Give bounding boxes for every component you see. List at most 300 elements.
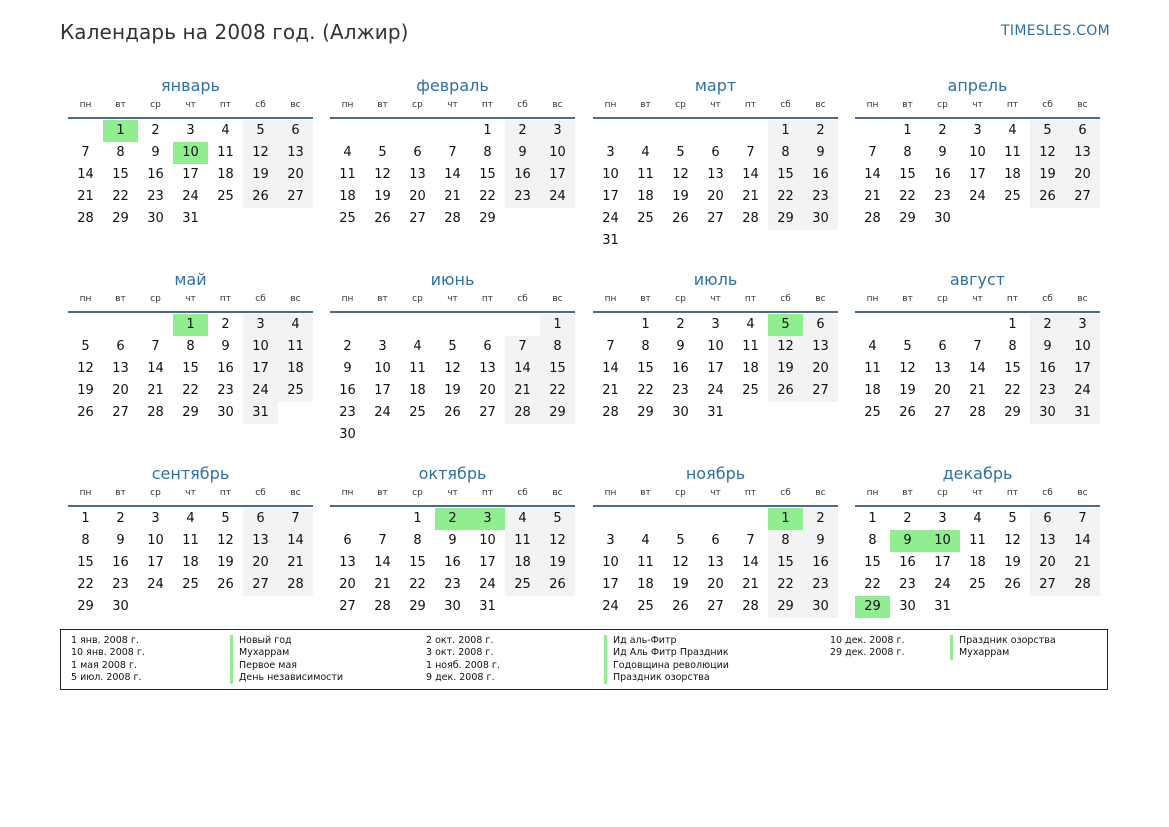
day-cell: 29 <box>1004 405 1021 420</box>
day-cell: 10 <box>374 361 391 376</box>
day-cell: 26 <box>374 211 391 226</box>
day-cell: 17 <box>147 555 164 570</box>
day-cell: 25 <box>217 189 234 204</box>
day-cell: 22 <box>768 186 803 208</box>
weekday-label: чт <box>447 100 458 110</box>
day-cell: 8 <box>768 142 803 164</box>
day-cell: 25 <box>969 577 986 592</box>
weekday-label: ср <box>937 294 948 304</box>
day-cell: 28 <box>77 211 94 226</box>
day-cell: 20 <box>1065 164 1100 186</box>
day-cell: 22 <box>409 577 426 592</box>
empty-cell <box>663 120 698 142</box>
month-2 <box>330 74 575 230</box>
day-cell: 16 <box>899 555 916 570</box>
day-cell: 16 <box>505 164 540 186</box>
weekday-label: чт <box>972 100 983 110</box>
day-cell: 15 <box>409 555 426 570</box>
day-cell: 3 <box>938 511 947 526</box>
day-cell: 29 <box>768 208 803 230</box>
day-cell: 5 <box>1030 120 1065 142</box>
day-cell: 22 <box>77 577 94 592</box>
day-cell: 1 <box>483 123 492 138</box>
day-cell: 3 <box>1065 314 1100 336</box>
day-cell: 11 <box>409 361 426 376</box>
day-cell: 23 <box>505 186 540 208</box>
month-name: апрель <box>947 76 1008 95</box>
day-cell: 8 <box>81 533 90 548</box>
empty-cell <box>400 120 435 142</box>
day-cell: 13 <box>1030 530 1065 552</box>
weekday-label: ср <box>675 294 686 304</box>
day-cell: 2 <box>676 317 685 332</box>
day-cell: 6 <box>803 314 838 336</box>
day-cell: 16 <box>1030 358 1065 380</box>
day-cell: 2 <box>1030 314 1065 336</box>
day-cell: 18 <box>969 555 986 570</box>
day-cell: 26 <box>899 405 916 420</box>
day-cell: 1 <box>641 317 650 332</box>
day-cell: 5 <box>676 145 685 160</box>
day-cell: 19 <box>444 383 461 398</box>
legend-date: 3 окт. 2008 г. <box>426 647 494 659</box>
day-cell: 19 <box>77 383 94 398</box>
day-cell: 29 <box>637 405 654 420</box>
day-cell: 19 <box>1004 555 1021 570</box>
day-cell: 29 <box>768 596 803 618</box>
month-name: август <box>949 270 1006 289</box>
day-cell: 13 <box>339 555 356 570</box>
weekday-label: вс <box>815 294 826 304</box>
month-name: декабрь <box>942 464 1013 483</box>
day-cell: 19 <box>217 555 234 570</box>
weekday-header <box>330 98 575 119</box>
day-cell: 12 <box>672 167 689 182</box>
weekday-label: чт <box>710 100 721 110</box>
day-cell: 4 <box>641 145 650 160</box>
day-cell: 6 <box>1030 508 1065 530</box>
day-cell: 6 <box>711 145 720 160</box>
weekday-label: пн <box>604 294 617 304</box>
day-cell: 2 <box>221 317 230 332</box>
empty-cell <box>435 314 470 336</box>
month-name: май <box>174 270 207 289</box>
day-cell: 13 <box>707 555 724 570</box>
empty-cell <box>628 120 663 142</box>
weekday-label: сб <box>780 294 791 304</box>
day-cell: 10 <box>243 336 278 358</box>
legend-holiday-name: Годовщина революции <box>604 660 729 672</box>
day-cell: 10 <box>707 339 724 354</box>
weekday-label: пн <box>866 294 879 304</box>
weekday-label: чт <box>972 488 983 498</box>
day-cell: 12 <box>77 361 94 376</box>
day-cell: 7 <box>1065 508 1100 530</box>
day-cell: 23 <box>444 577 461 592</box>
month-5 <box>68 268 313 424</box>
day-cell: 21 <box>969 383 986 398</box>
empty-cell <box>925 314 960 336</box>
weekday-header <box>330 292 575 313</box>
weekday-label: пн <box>79 488 92 498</box>
day-cell: 14 <box>147 361 164 376</box>
month-11 <box>593 462 838 618</box>
empty-cell <box>733 120 768 142</box>
day-cell: 9 <box>116 533 125 548</box>
day-cell: 18 <box>637 189 654 204</box>
day-cell: 27 <box>1030 574 1065 596</box>
day-cell: 12 <box>540 530 575 552</box>
day-cell: 21 <box>742 189 759 204</box>
legend-dates <box>71 635 145 684</box>
weekday-label: вт <box>640 488 651 498</box>
weekday-label: чт <box>185 488 196 498</box>
day-cell: 3 <box>606 533 615 548</box>
day-cell: 8 <box>868 533 877 548</box>
day-cell: 21 <box>278 552 313 574</box>
legend-date: 10 дек. 2008 г. <box>830 635 905 646</box>
day-cell: 31 <box>707 405 724 420</box>
legend-holiday-name: День независимости <box>230 672 343 684</box>
legend-holiday-name: Праздник озорства <box>950 635 1056 647</box>
day-cell: 6 <box>116 339 125 354</box>
day-cell: 16 <box>444 555 461 570</box>
day-cell: 25 <box>637 211 654 226</box>
day-cell: 3 <box>973 123 982 138</box>
day-cell: 6 <box>1065 120 1100 142</box>
day-cell: 17 <box>602 189 619 204</box>
day-cell: 28 <box>864 211 881 226</box>
day-cell: 27 <box>243 574 278 596</box>
day-cell: 27 <box>803 380 838 402</box>
empty-cell <box>698 120 733 142</box>
day-cell: 24 <box>1065 380 1100 402</box>
day-cell: 11 <box>278 336 313 358</box>
legend-dates <box>426 635 500 684</box>
weekday-label: пт <box>219 488 232 498</box>
day-cell: 22 <box>540 380 575 402</box>
empty-cell <box>365 508 400 530</box>
day-cell: 7 <box>448 145 457 160</box>
day-cell: 12 <box>768 336 803 358</box>
weekday-label: вт <box>377 488 388 498</box>
weekday-label: пн <box>866 488 879 498</box>
day-cell: 10 <box>602 167 619 182</box>
weekday-header <box>68 486 313 507</box>
day-cell: 18 <box>505 552 540 574</box>
day-cell: 20 <box>243 552 278 574</box>
weekday-label: сб <box>255 294 266 304</box>
day-cell: 4 <box>413 339 422 354</box>
legend-date: 10 янв. 2008 г. <box>71 647 145 659</box>
weekday-label: вс <box>290 100 301 110</box>
weekday-header <box>855 486 1100 507</box>
month-name: октябрь <box>418 464 487 483</box>
weekday-label: вс <box>552 100 563 110</box>
day-cell: 12 <box>444 361 461 376</box>
day-cell: 18 <box>864 383 881 398</box>
weekday-header <box>593 486 838 507</box>
day-grid <box>593 508 838 618</box>
day-cell: 14 <box>77 167 94 182</box>
day-cell: 15 <box>864 555 881 570</box>
holiday-day: 5 <box>768 314 803 336</box>
holiday-day: 3 <box>470 508 505 530</box>
day-cell: 19 <box>768 358 803 380</box>
day-cell: 18 <box>182 555 199 570</box>
day-cell: 19 <box>1030 164 1065 186</box>
day-cell: 6 <box>413 145 422 160</box>
empty-cell <box>733 508 768 530</box>
day-cell: 19 <box>899 383 916 398</box>
day-cell: 31 <box>1065 402 1100 424</box>
day-cell: 25 <box>339 211 356 226</box>
day-cell: 7 <box>151 339 160 354</box>
day-cell: 27 <box>339 599 356 614</box>
day-cell: 20 <box>112 383 129 398</box>
weekday-label: ср <box>412 100 423 110</box>
empty-cell <box>505 314 540 336</box>
weekday-header <box>593 98 838 119</box>
day-cell: 15 <box>637 361 654 376</box>
weekday-header <box>593 292 838 313</box>
day-cell: 4 <box>278 314 313 336</box>
day-cell: 30 <box>803 208 838 230</box>
day-cell: 22 <box>637 383 654 398</box>
day-cell: 10 <box>1065 336 1100 358</box>
day-cell: 13 <box>803 336 838 358</box>
day-cell: 14 <box>505 358 540 380</box>
day-cell: 21 <box>77 189 94 204</box>
day-grid <box>330 508 575 618</box>
day-cell: 23 <box>1030 380 1065 402</box>
month-8 <box>855 268 1100 424</box>
day-cell: 1 <box>868 511 877 526</box>
day-cell: 22 <box>112 189 129 204</box>
day-cell: 6 <box>343 533 352 548</box>
day-cell: 14 <box>1065 530 1100 552</box>
day-cell: 16 <box>339 383 356 398</box>
day-cell: 26 <box>1004 577 1021 592</box>
legend-names <box>950 635 1056 660</box>
day-cell: 28 <box>1065 574 1100 596</box>
day-cell: 16 <box>147 167 164 182</box>
weekday-label: пт <box>1006 294 1019 304</box>
weekday-label: вс <box>1077 488 1088 498</box>
day-cell: 26 <box>243 186 278 208</box>
empty-cell <box>365 314 400 336</box>
weekday-label: вт <box>902 100 913 110</box>
day-cell: 17 <box>934 555 951 570</box>
weekday-label: вт <box>115 294 126 304</box>
day-cell: 12 <box>217 533 234 548</box>
weekday-label: ср <box>150 100 161 110</box>
legend-holiday-name: Ид Аль Фитр Праздник <box>604 647 729 659</box>
day-cell: 21 <box>742 577 759 592</box>
day-cell: 14 <box>602 361 619 376</box>
empty-cell <box>960 314 995 336</box>
weekday-label: пт <box>219 294 232 304</box>
day-cell: 10 <box>540 142 575 164</box>
weekday-label: ср <box>937 488 948 498</box>
empty-cell <box>330 508 365 530</box>
day-cell: 30 <box>339 427 356 442</box>
empty-cell <box>855 314 890 336</box>
weekday-label: чт <box>185 294 196 304</box>
weekday-label: ср <box>675 488 686 498</box>
weekday-label: сб <box>517 100 528 110</box>
day-cell: 28 <box>505 402 540 424</box>
day-cell: 24 <box>707 383 724 398</box>
weekday-label: пт <box>481 488 494 498</box>
day-cell: 16 <box>803 164 838 186</box>
day-cell: 13 <box>479 361 496 376</box>
day-cell: 28 <box>147 405 164 420</box>
day-cell: 2 <box>343 339 352 354</box>
month-7 <box>593 268 838 424</box>
legend-names <box>230 635 343 684</box>
day-cell: 26 <box>77 405 94 420</box>
day-cell: 24 <box>479 577 496 592</box>
day-cell: 24 <box>969 189 986 204</box>
day-cell: 4 <box>641 533 650 548</box>
day-cell: 17 <box>540 164 575 186</box>
day-grid <box>330 120 575 230</box>
day-cell: 3 <box>378 339 387 354</box>
day-cell: 26 <box>1030 186 1065 208</box>
day-cell: 9 <box>221 339 230 354</box>
day-cell: 29 <box>479 211 496 226</box>
legend-date: 9 дек. 2008 г. <box>426 671 495 683</box>
holiday-day: 10 <box>925 530 960 552</box>
weekday-label: ср <box>150 294 161 304</box>
site-link[interactable]: TIMESLES.COM <box>1001 23 1110 39</box>
day-cell: 22 <box>182 383 199 398</box>
day-cell: 26 <box>672 211 689 226</box>
day-cell: 3 <box>186 123 195 138</box>
day-cell: 3 <box>606 145 615 160</box>
day-cell: 9 <box>803 530 838 552</box>
day-cell: 5 <box>676 533 685 548</box>
weekday-label: ср <box>150 488 161 498</box>
weekday-label: чт <box>447 488 458 498</box>
legend-date: 2 окт. 2008 г. <box>426 635 494 646</box>
day-cell: 7 <box>746 533 755 548</box>
day-cell: 28 <box>444 211 461 226</box>
legend-holiday-name: Мухаррам <box>230 647 343 659</box>
legend-names <box>604 635 729 684</box>
day-cell: 20 <box>707 577 724 592</box>
day-cell: 8 <box>1008 339 1017 354</box>
day-cell: 30 <box>1030 402 1065 424</box>
day-cell: 18 <box>409 383 426 398</box>
day-cell: 17 <box>707 361 724 376</box>
day-cell: 26 <box>768 380 803 402</box>
day-cell: 21 <box>374 577 391 592</box>
day-cell: 3 <box>243 314 278 336</box>
weekday-label: пт <box>481 294 494 304</box>
day-cell: 31 <box>602 233 619 248</box>
month-12 <box>855 462 1100 618</box>
day-cell: 3 <box>540 120 575 142</box>
day-cell: 18 <box>217 167 234 182</box>
day-cell: 24 <box>182 189 199 204</box>
empty-cell <box>698 508 733 530</box>
day-cell: 10 <box>147 533 164 548</box>
day-cell: 21 <box>1065 552 1100 574</box>
day-cell: 23 <box>934 189 951 204</box>
day-cell: 24 <box>602 211 619 226</box>
weekday-label: пн <box>341 488 354 498</box>
holiday-day: 10 <box>173 142 208 164</box>
day-cell: 11 <box>505 530 540 552</box>
empty-cell <box>103 314 138 336</box>
day-cell: 22 <box>1004 383 1021 398</box>
holiday-day: 29 <box>855 596 890 618</box>
month-4 <box>855 74 1100 230</box>
weekday-header <box>855 98 1100 119</box>
day-cell: 29 <box>899 211 916 226</box>
day-cell: 10 <box>602 555 619 570</box>
day-cell: 1 <box>903 123 912 138</box>
holiday-day: 1 <box>768 508 803 530</box>
day-cell: 4 <box>746 317 755 332</box>
empty-cell <box>593 314 628 336</box>
day-cell: 14 <box>969 361 986 376</box>
day-cell: 12 <box>374 167 391 182</box>
empty-cell <box>68 314 103 336</box>
day-cell: 31 <box>934 599 951 614</box>
day-cell: 27 <box>479 405 496 420</box>
day-cell: 7 <box>378 533 387 548</box>
month-1 <box>68 74 313 230</box>
day-cell: 31 <box>243 402 278 424</box>
weekday-label: пт <box>744 100 757 110</box>
day-cell: 23 <box>147 189 164 204</box>
day-cell: 24 <box>602 599 619 614</box>
month-name: февраль <box>416 76 489 95</box>
day-cell: 5 <box>81 339 90 354</box>
day-cell: 19 <box>672 577 689 592</box>
day-cell: 5 <box>243 120 278 142</box>
day-cell: 22 <box>479 189 496 204</box>
day-cell: 21 <box>602 383 619 398</box>
day-cell: 21 <box>505 380 540 402</box>
day-cell: 11 <box>864 361 881 376</box>
weekday-label: сб <box>780 100 791 110</box>
day-cell: 18 <box>1004 167 1021 182</box>
day-cell: 13 <box>409 167 426 182</box>
holiday-legend <box>60 629 1108 690</box>
legend-holiday-name: Мухаррам <box>950 647 1056 659</box>
weekday-label: пн <box>604 100 617 110</box>
empty-cell <box>138 314 173 336</box>
day-cell: 30 <box>934 211 951 226</box>
weekday-label: пт <box>481 100 494 110</box>
day-cell: 5 <box>221 511 230 526</box>
day-cell: 20 <box>1030 552 1065 574</box>
empty-cell <box>68 120 103 142</box>
weekday-label: пт <box>1006 100 1019 110</box>
day-cell: 7 <box>505 336 540 358</box>
day-cell: 6 <box>711 533 720 548</box>
weekday-label: пн <box>341 294 354 304</box>
day-cell: 8 <box>186 339 195 354</box>
day-cell: 4 <box>973 511 982 526</box>
empty-cell <box>628 508 663 530</box>
weekday-label: пт <box>744 488 757 498</box>
day-cell: 4 <box>343 145 352 160</box>
